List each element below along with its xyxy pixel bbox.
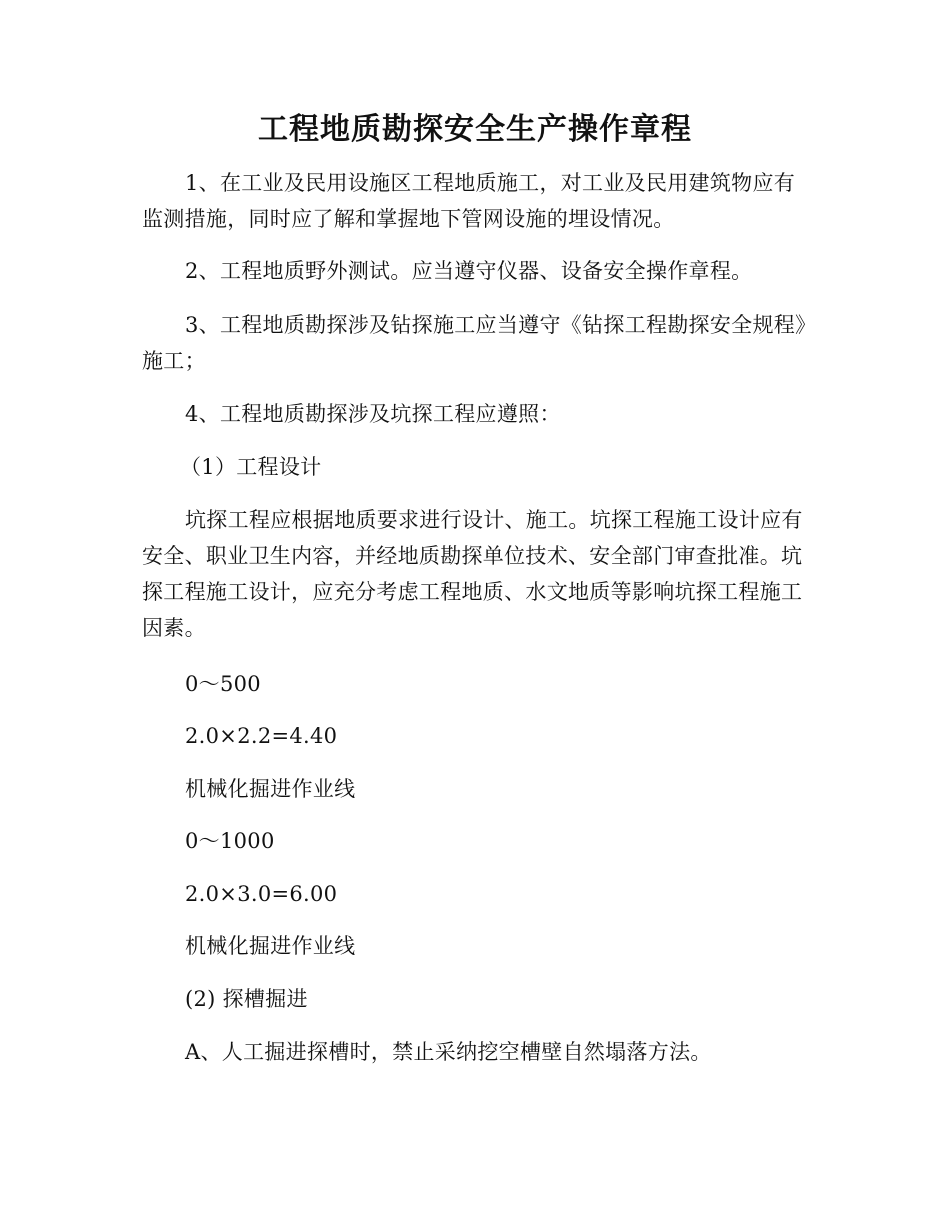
- document-title: 工程地质勘探安全生产操作章程: [258, 112, 692, 147]
- table-value-range-1: 0～500: [185, 672, 261, 696]
- table-value-range-2: 0～1000: [185, 829, 275, 853]
- paragraph-4: 4、工程地质勘探涉及坑探工程应遵照：: [185, 402, 561, 426]
- paragraph-2: 2、工程地质野外测试。应当遵守仪器、设备安全操作章程。: [185, 259, 753, 283]
- section-heading-trench: (2) 探槽掘进: [185, 987, 308, 1011]
- table-value-section-1: 2.0×2.2=4.40: [185, 724, 338, 748]
- table-value-section-2: 2.0×3.0=6.00: [185, 882, 338, 906]
- paragraph-3: 3、工程地质勘探涉及钻探施工应当遵守《钻探工程勘探安全规程》施工；: [142, 313, 806, 373]
- section-heading-design: （1）工程设计: [180, 455, 322, 479]
- table-value-method-2: 机械化掘进作业线: [185, 934, 356, 958]
- paragraph-1: 1、在工业及民用设施区工程地质施工，对工业及民用建筑物应有监测措施，同时应了解和掌握地下管网设施的埋设情况。: [142, 171, 796, 231]
- paragraph-trench-a: A、人工掘进探槽时，禁止采纳挖空槽壁自然塌落方法。: [185, 1040, 712, 1064]
- table-value-method-1: 机械化掘进作业线: [185, 777, 356, 801]
- paragraph-design-body: 坑探工程应根据地质要求进行设计、施工。坑探工程施工设计应有安全、职业卫生内容，并经地质勘探单位技术、安全部门审查批准。坑探工程施工设计，应充分考虑工程地质、水文地质等影响坑探工程施工因素。: [142, 508, 803, 640]
